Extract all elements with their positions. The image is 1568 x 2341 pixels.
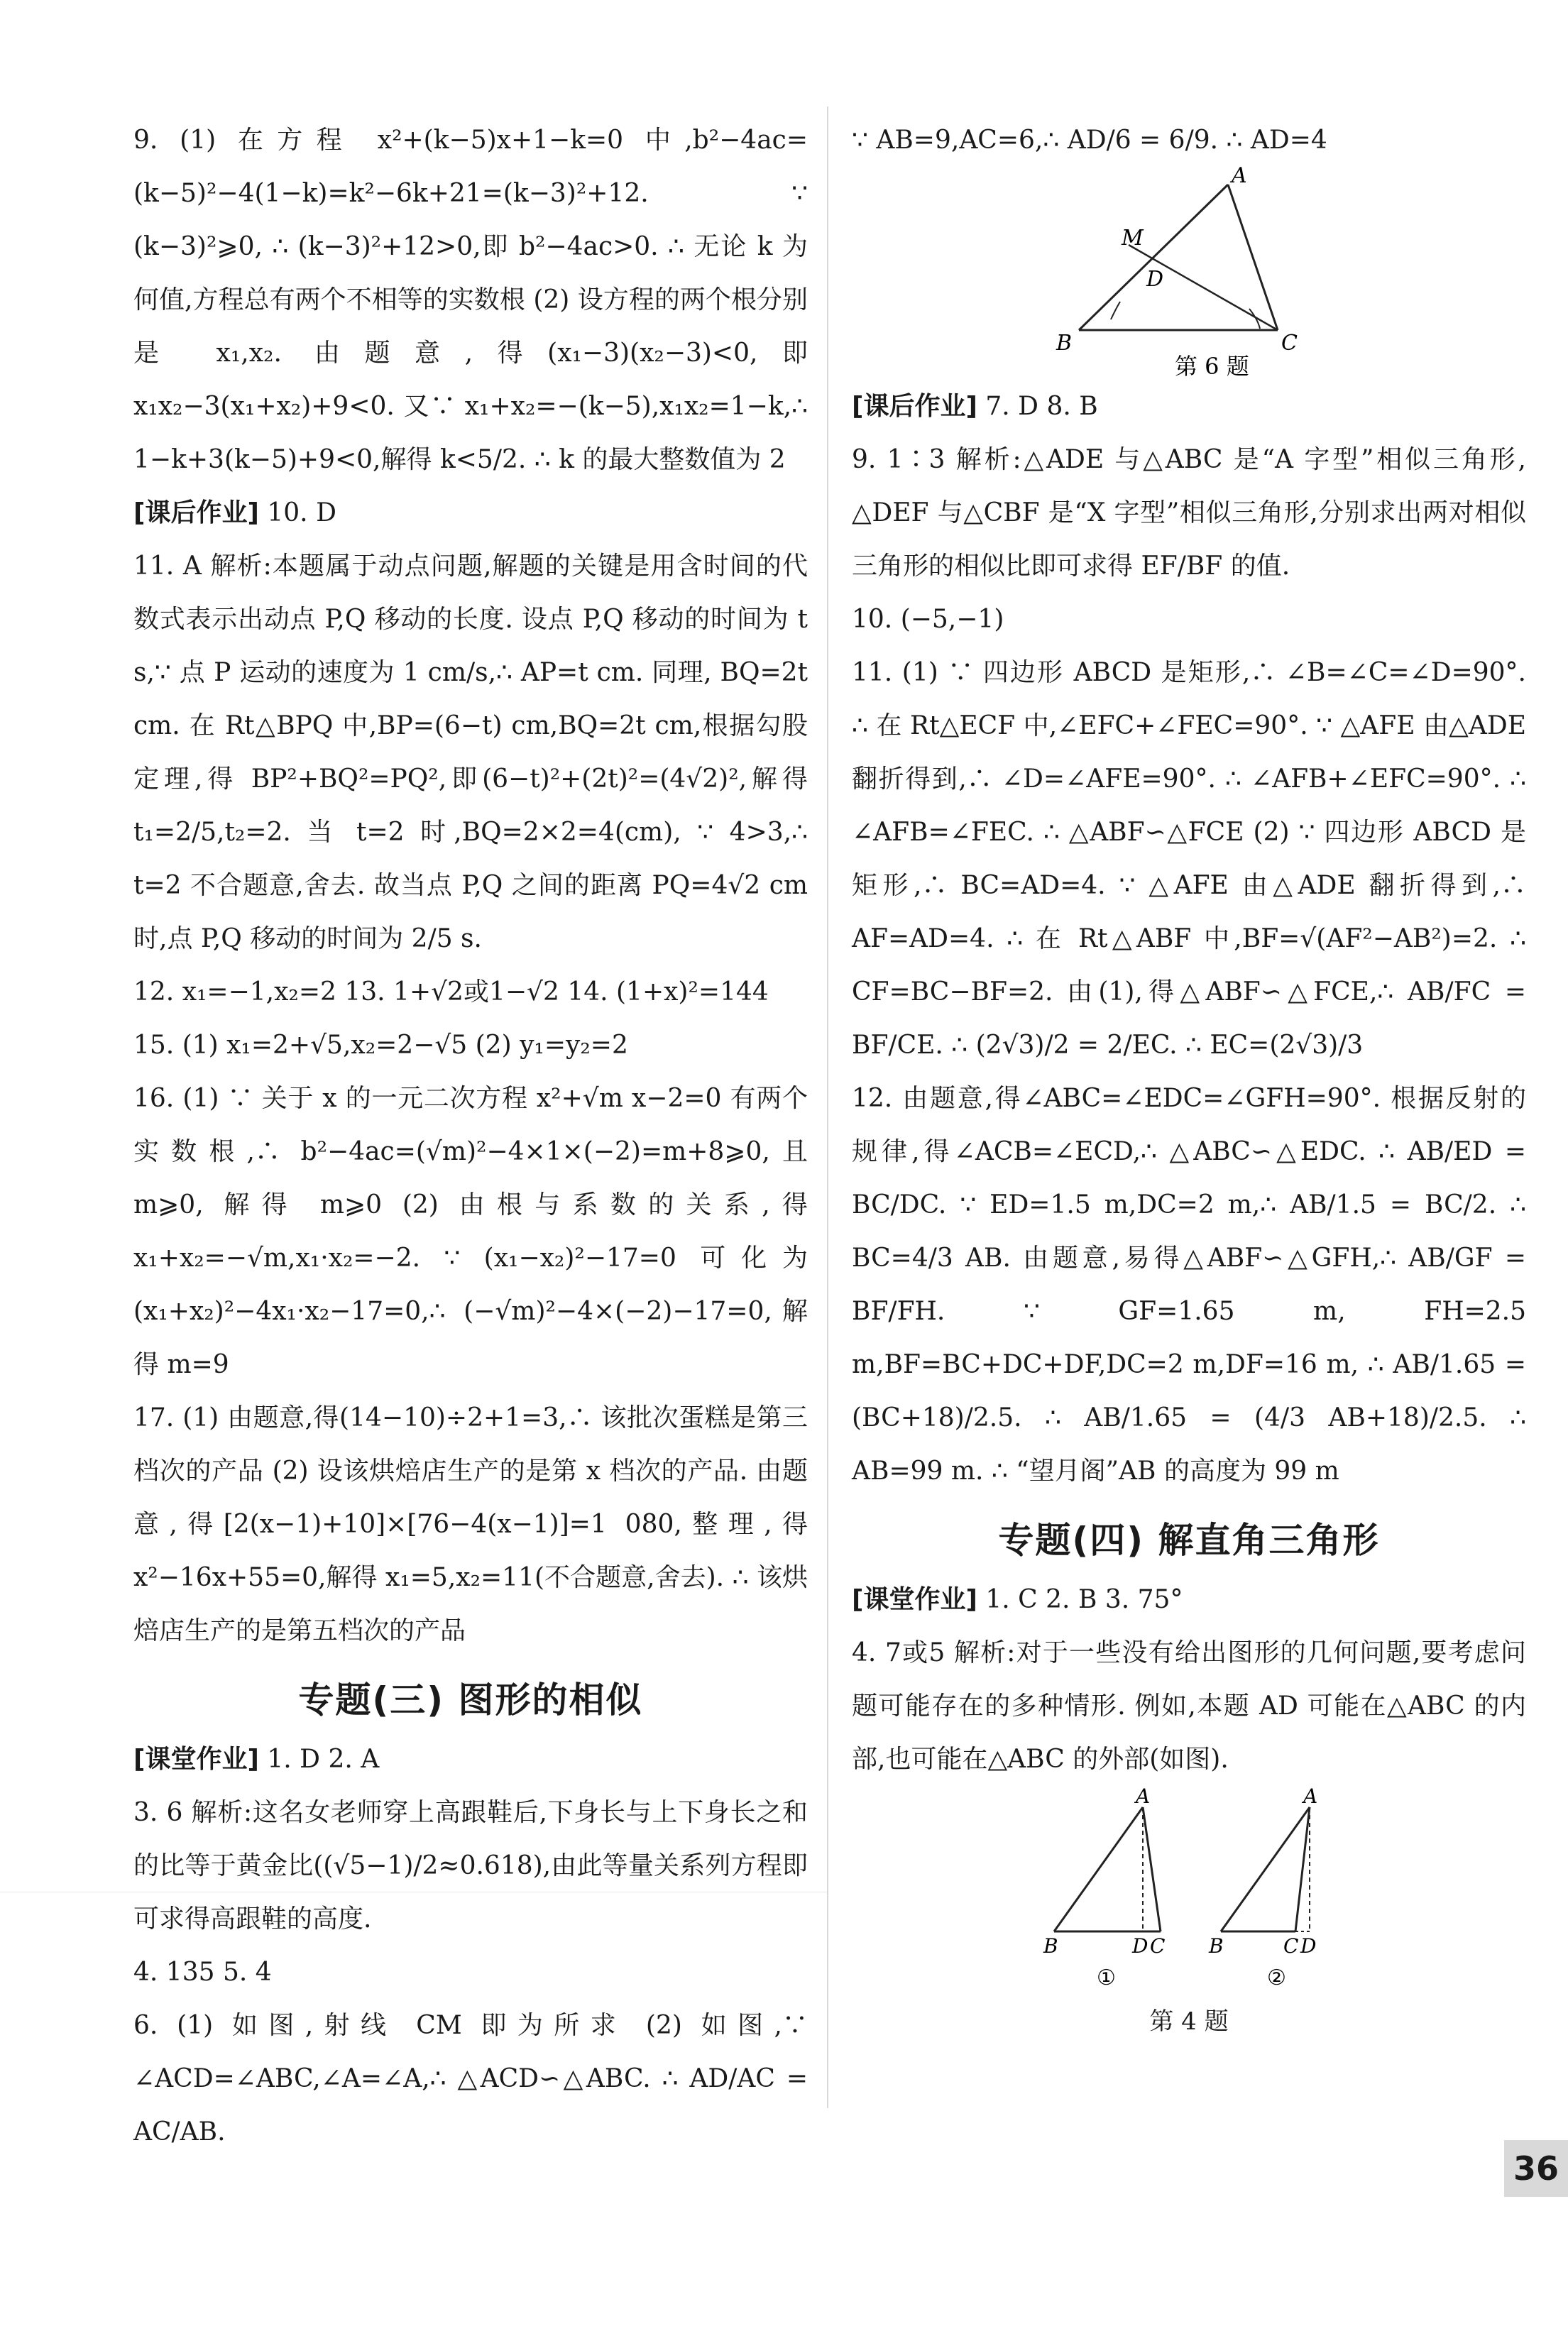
right-column: [852, 114, 1526, 2036]
column-divider: [827, 106, 828, 2108]
triangle-figure-q6: [852, 167, 1526, 380]
s3-answer-q4-5: 4. 135 5. 4: [133, 1958, 272, 1987]
answer-q11: 11. A 解析:本题属于动点问题,解题的关键是用含时间的代数式表示出动点 P,Q 移动的长度. 设点 P,Q 移动的时间为 t s,∵ 点 P 运动的速度为 1 cm/s,∴ AP=t cm. 同理, BQ=2t cm. 在 Rt△BPQ 中,BP=(6−t) cm,BQ=2t cm,根据勾股定理,得 BP²+BQ²=PQ²,即(6−t)²+(2t)²=(4√2)²,解得 t₁=2/5,t₂=2. 当 t=2 时,BQ=2×2=4(cm), ∵ 4>3,∴ t=2 不合题意,舍去. 故当点 P,Q 之间的距离 PQ=4√2 cm 时,点 P,Q 移动的时间为 2/5 s.: [133, 552, 808, 953]
classwork-tag-right: [课堂作业]: [852, 1585, 977, 1614]
homework-tag-right: [课后作业]: [852, 392, 977, 421]
s3-answer-q3: 3. 6 解析:这名女老师穿上高跟鞋后,下身长与上下身长之和的比等于黄金比((√5−1)/2≈0.618),由此等量关系列方程即可求得高跟鞋的高度.: [133, 1798, 808, 1934]
answers-s4-1-3: 1. C 2. B 3. 75°: [985, 1585, 1183, 1614]
answer-q9: 9. (1) 在方程 x²+(k−5)x+1−k=0 中,b²−4ac=(k−5)²−4(1−k)=k²−6k+21=(k−3)²+12. ∵ (k−3)²⩾0, ∴ (k−3)²+12>0,即 b²−4ac>0. ∴ 无论 k 为何值,方程总有两个不相等的实数根 (2) 设方程的两个根分别是 x₁,x₂. 由题意,得(x₁−3)(x₂−3)<0,即 x₁x₂−3(x₁+x₂)+9<0. 又∵ x₁+x₂=−(k−5),x₁x₂=1−k,∴ 1−k+3(k−5)+9<0,解得 k<5/2. ∴ k 的最大整数值为 2: [133, 126, 808, 474]
s3-homework-q9: 9. 1∶3 解析:△ADE 与△ABC 是“A 字型”相似三角形, △DEF 与△CBF 是“X 字型”相似三角形,分别求出两对相似三角形的相似比即可求得 EF/BF 的值.: [852, 445, 1526, 581]
s3-homework-q10: 10. (−5,−1): [852, 605, 1004, 634]
triangles-figure-q4: [852, 1786, 1526, 1999]
s3-answer-q6: 6. (1) 如图,射线 CM 即为所求 (2) 如图,∵ ∠ACD=∠ABC,∠A=∠A,∴ △ACD∽△ABC. ∴ AD/AC = AC/AB.: [133, 2011, 808, 2147]
s3-homework-q11: 11. (1) ∵ 四边形 ABCD 是矩形,∴ ∠B=∠C=∠D=90°. ∴ 在 Rt△ECF 中,∠EFC+∠FEC=90°. ∵ △AFE 由△ADE 翻折得到,∴ ∠D=∠AFE=90°. ∴ ∠AFB+∠EFC=90°. ∴ ∠AFB=∠FEC. ∴ △ABF∽△FCE (2) ∵ 四边形 ABCD 是矩形,∴ BC=AD=4. ∵ △AFE 由△ADE 翻折得到,∴ AF=AD=4. ∴ 在 Rt△ABF 中,BF=√(AF²−AB²)=2. ∴ CF=BC−BF=2. 由(1),得△ABF∽△FCE,∴ AB/FC = BF/CE. ∴ (2√3)/2 = 2/EC. ∴ EC=(2√3)/3: [852, 658, 1526, 1060]
t1-label-a: A: [1136, 1786, 1151, 1808]
s4-classwork-q1-3: [852, 1573, 1526, 1626]
label-a: A: [1232, 167, 1247, 188]
s4-answer-q4: 4. 7或5 解析:对于一些没有给出图形的几何问题,要考虑问题可能存在的多种情形. 例如,本题 AD 可能在△ABC 的内部,也可能在△ABC 的外部(如图).: [852, 1638, 1526, 1774]
answer-q10: 10. D: [267, 498, 336, 527]
homework-tag: [课后作业]: [133, 498, 259, 527]
figure-q6-caption: 第 6 题: [1175, 353, 1249, 380]
t2-label-c: C: [1283, 1934, 1299, 1958]
label-b: B: [1056, 331, 1073, 356]
s3-answer-q6-continued: ∵ AB=9,AC=6,∴ AD/6 = 6/9. ∴ AD=4: [852, 126, 1327, 155]
label-d: D: [1146, 267, 1164, 292]
homework-q7-8: [852, 380, 1526, 433]
answers-7-8: 7. D 8. B: [985, 392, 1098, 421]
answer-q12-14: 12. x₁=−1,x₂=2 13. 1+√2或1−√2 14. (1+x)²=144: [133, 977, 769, 1007]
label-m: M: [1122, 226, 1144, 251]
classwork-q1-2: [133, 1733, 808, 1786]
answer-q15: 15. (1) x₁=2+√5,x₂=2−√5 (2) y₁=y₂=2: [133, 1031, 628, 1060]
answer-q16: 16. (1) ∵ 关于 x 的一元二次方程 x²+√m x−2=0 有两个实数根,∴ b²−4ac=(√m)²−4×1×(−2)=m+8⩾0,且 m⩾0, 解得 m⩾0 (2) 由根与系数的关系,得 x₁+x₂=−√m,x₁·x₂=−2. ∵ (x₁−x₂)²−17=0 可化为(x₁+x₂)²−4x₁·x₂−17=0,∴ (−√m)²−4×(−2)−17=0,解得 m=9: [133, 1084, 808, 1379]
page-number: 36: [1504, 2140, 1568, 2197]
t2-number: ②: [1267, 1966, 1286, 1990]
figure-q6: [852, 167, 1526, 380]
t1-label-d: D: [1132, 1934, 1148, 1958]
t2-label-b: B: [1209, 1934, 1224, 1958]
s3-homework-q12: 12. 由题意,得∠ABC=∠EDC=∠GFH=90°. 根据反射的规律,得∠ACB=∠ECD,∴ △ABC∽△EDC. ∴ AB/ED = BC/DC. ∵ ED=1.5 m,DC=2 m,∴ AB/1.5 = BC/2. ∴ BC=4/3 AB. 由题意,易得△ABF∽△GFH,∴ AB/GF = BF/FH. ∵ GF=1.65 m, FH=2.5 m,BF=BC+DC+DF,DC=2 m,DF=16 m, ∴ AB/1.65 = (BC+18)/2.5. ∴ AB/1.65 = (4/3 AB+18)/2.5. ∴ AB=99 m. ∴ “望月阁”AB 的高度为 99 m: [852, 1084, 1526, 1486]
t1-number: ①: [1097, 1966, 1116, 1990]
section-4-title: 专题(四) 解直角三角形: [998, 1520, 1380, 1561]
figure-q4: [852, 1786, 1526, 2036]
classwork-tag: [课堂作业]: [133, 1745, 259, 1774]
t2-label-a: A: [1303, 1786, 1318, 1808]
section-3-title: 专题(三) 图形的相似: [298, 1679, 643, 1721]
figure-q4-caption: 第 4 题: [1149, 2007, 1229, 2036]
answers-1-2: 1. D 2. A: [267, 1745, 380, 1774]
t1-label-c: C: [1150, 1934, 1166, 1958]
t2-label-d: D: [1300, 1934, 1317, 1958]
answer-q17: 17. (1) 由题意,得(14−10)÷2+1=3,∴ 该批次蛋糕是第三档次的产品 (2) 设该烘焙店生产的是第 x 档次的产品. 由题意,得[2(x−1)+10]×[76−4(x−1)]=1 080,整理,得 x²−16x+55=0,解得 x₁=5,x₂=11(不合题意,舍去). ∴ 该烘焙店生产的是第五档次的产品: [133, 1403, 808, 1645]
left-column: [133, 114, 808, 2159]
homework-q10: [133, 486, 808, 539]
label-c: C: [1281, 331, 1298, 356]
t1-label-b: B: [1043, 1934, 1058, 1958]
